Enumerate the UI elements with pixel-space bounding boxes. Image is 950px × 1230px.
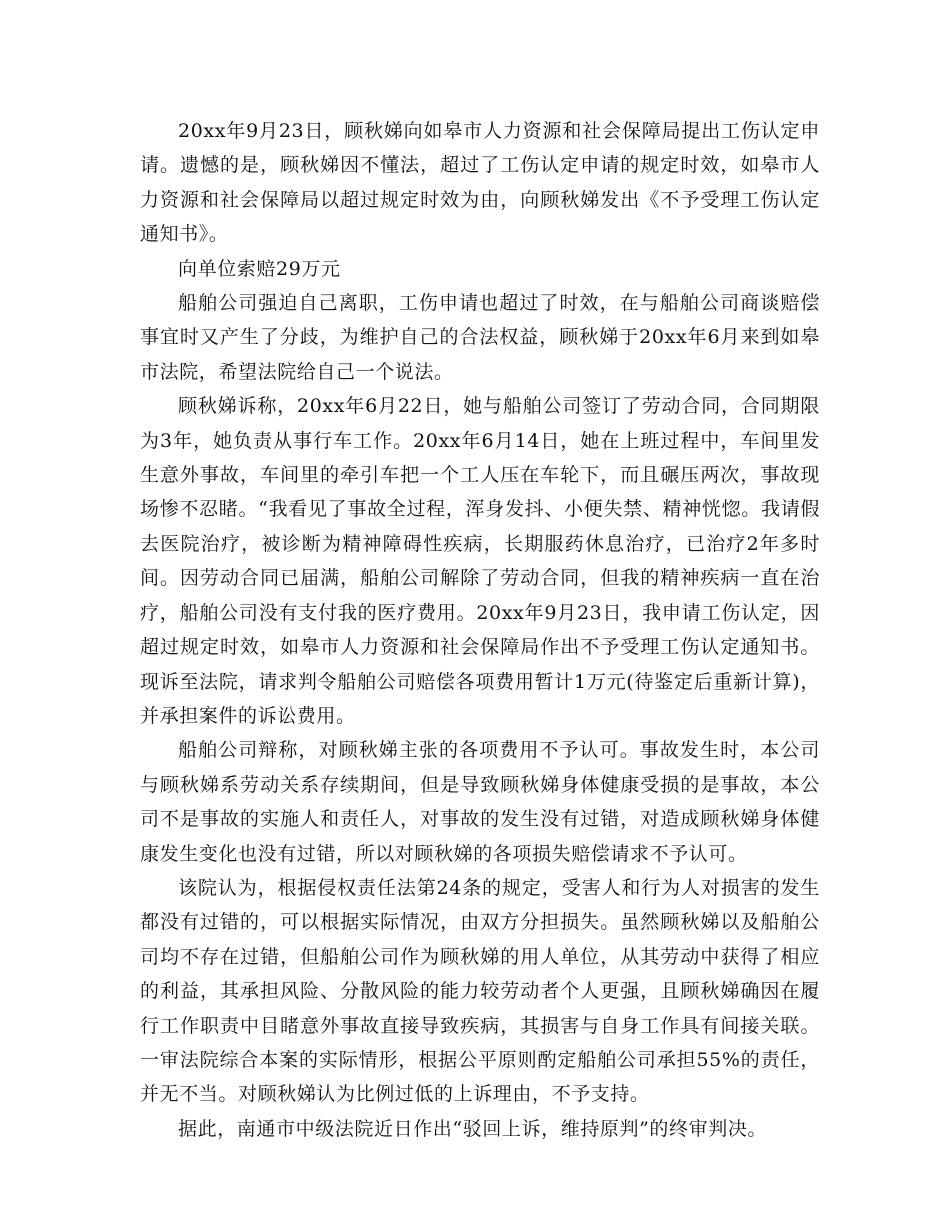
paragraph-4: 船舶公司辩称，对顾秋娣主张的各项费用不予认可。事故发生时，本公司与顾秋娣系劳动关系存续期间，但是导致顾秋娣身体健康受损的是事故，本公司不是事故的实施人和责任人，对事故的发生没有过错，对造成顾秋娣身体健康发生变化也没有过错，所以对顾秋娣的各项损失赔偿请求不予认可。 [140, 739, 820, 865]
paragraph-1: 20xx年9月23日，顾秋娣向如皋市人力资源和社会保障局提出工伤认定申请。遗憾的是，顾秋娣因不懂法，超过了工伤认定申请的规定时效，如皋市人力资源和社会保障局以超过规定时效为由，向顾秋娣发出《不予受理工伤认定通知书》。 [140, 120, 820, 246]
paragraph-5: 该院认为，根据侵权责任法第24条的规定，受害人和行为人对损害的发生都没有过错的，可以根据实际情况，由双方分担损失。虽然顾秋娣以及船舶公司均不存在过错，但船舶公司作为顾秋娣的用人单位，从其劳动中获得了相应的利益，其承担风险、分散风险的能力较劳动者个人更强，且顾秋娣确因在履行工作职责中目睹意外事故直接导致疾病，其损害与自身工作具有间接关联。一审法院综合本案的实际情形，根据公平原则酌定船舶公司承担55%的责任，并无不当。对顾秋娣认为比例过低的上诉理由，不予支持。 [140, 876, 820, 1106]
section-heading: 向单位索赔29万元 [178, 257, 341, 280]
paragraph-6: 据此，南通市中级法院近日作出“驳回上诉，维持原判”的终审判决。 [178, 1117, 768, 1140]
article-body [140, 114, 820, 1146]
paragraph-2: 船舶公司强迫自己离职，工伤申请也超过了时效，在与船舶公司商谈赔偿事宜时又产生了分歧，为维护自己的合法权益，顾秋娣于20xx年6月来到如皋市法院，希望法院给自己一个说法。 [140, 292, 820, 383]
paragraph-3: 顾秋娣诉称，20xx年6月22日，她与船舶公司签订了劳动合同，合同期限为3年，她负责从事行车工作。20xx年6月14日，她在上班过程中，车间里发生意外事故，车间里的牵引车把一个工人压在车轮下，而且碾压两次，事故现场惨不忍睹。“我看见了事故全过程，浑身发抖、小便失禁、精神恍惚。我请假去医院治疗，被诊断为精神障碍性疾病，长期服药休息治疗，已治疗2年多时间。因劳动合同已届满，船舶公司解除了劳动合同，但我的精神疾病一直在治疗，船舶公司没有支付我的医疗费用。20xx年9月23日，我申请工伤认定，因超过规定时效，如皋市人力资源和社会保障局作出不予受理工伤认定通知书。现诉至法院，请求判令船舶公司赔偿各项费用暂计1万元(待鉴定后重新计算)，并承担案件的诉讼费用。 [140, 395, 820, 727]
